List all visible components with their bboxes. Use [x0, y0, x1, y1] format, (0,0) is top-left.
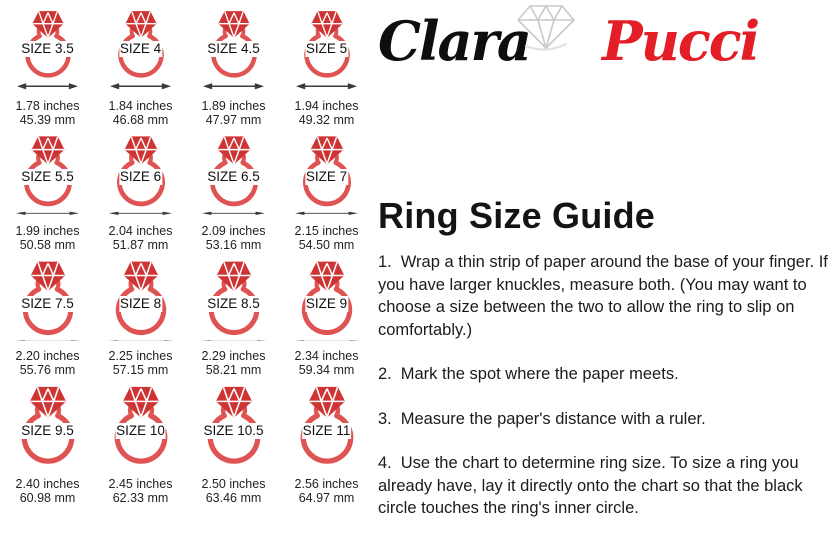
ring-illustration — [101, 132, 181, 210]
ring-size-cell — [280, 252, 373, 377]
ring-diameter-mm: 49.32 mm — [298, 113, 355, 127]
ring-diameter-inches: 2.15 inches — [294, 224, 359, 238]
ring-illustration — [285, 257, 369, 339]
diameter-arrow-icon — [202, 211, 265, 216]
ring-diameter-inches: 2.45 inches — [108, 477, 173, 492]
ring-size-cell — [187, 252, 280, 377]
ring-diameter-mm: 47.97 mm — [205, 113, 262, 127]
ring-illustration — [196, 7, 272, 81]
ring-diameter-inches: 1.78 inches — [15, 99, 80, 113]
ring-size-label: SIZE 10.5 — [203, 423, 264, 439]
diameter-arrow-icon — [17, 82, 78, 91]
ring-diameter-mm: 58.21 mm — [205, 363, 262, 377]
ring-size-label: SIZE 6 — [119, 168, 162, 184]
ring-size-cell — [187, 127, 280, 252]
diameter-arrow-icon — [16, 211, 79, 216]
diameter-arrow-icon — [201, 340, 267, 341]
instruction-step-2 — [378, 363, 830, 386]
ring-diameter-inches: 2.50 inches — [201, 477, 266, 492]
diameter-arrow-icon — [15, 340, 81, 341]
ring-diameter-mm: 51.87 mm — [112, 238, 169, 252]
ring-size-cell — [1, 2, 94, 127]
ring-diameter-inches: 1.89 inches — [201, 99, 266, 113]
step-number: 2. — [378, 365, 392, 383]
step-text: Wrap a thin strip of paper around the base of your finger. If you have larger knuckles, measure both. (You may want to choose a size between the two to allow the ring to slip on comfortably.) — [378, 253, 828, 339]
diameter-arrow-icon — [203, 82, 264, 91]
diameter-arrow-icon — [294, 340, 360, 341]
diameter-arrow-icon — [295, 211, 358, 216]
ring-diameter-inches: 2.09 inches — [201, 224, 266, 238]
ring-size-cell — [1, 127, 94, 252]
ring-diameter-mm: 59.34 mm — [298, 363, 355, 377]
instruction-step-3 — [378, 408, 830, 431]
ring-size-label: SIZE 6.5 — [207, 168, 260, 184]
diamond-outline-icon — [516, 4, 576, 54]
step-number: 1. — [378, 253, 392, 271]
ring-illustration — [4, 382, 92, 468]
ring-illustration — [8, 132, 88, 210]
instructions-list — [378, 251, 830, 542]
diameter-arrow-icon — [109, 211, 172, 216]
ring-illustration — [6, 257, 90, 339]
ring-diameter-inches: 2.25 inches — [108, 349, 173, 363]
ring-diameter-inches: 2.40 inches — [15, 477, 80, 492]
ring-size-label: SIZE 11 — [302, 423, 351, 439]
ring-illustration — [10, 7, 86, 81]
diameter-arrow-icon — [296, 82, 357, 91]
ring-diameter-inches: 1.94 inches — [294, 99, 359, 113]
ring-illustration — [194, 132, 274, 210]
ring-size-label: SIZE 9 — [305, 295, 348, 311]
ring-illustration — [287, 132, 367, 210]
ring-diameter-mm: 60.98 mm — [19, 491, 76, 506]
ring-size-label: SIZE 4.5 — [207, 41, 260, 57]
ring-diameter-inches: 1.84 inches — [108, 99, 173, 113]
ring-size-label: SIZE 5.5 — [21, 168, 74, 184]
ring-diameter-inches: 2.56 inches — [294, 477, 359, 492]
ring-illustration — [99, 257, 183, 339]
ring-size-cell — [1, 377, 94, 506]
ring-diameter-mm: 55.76 mm — [19, 363, 76, 377]
ring-size-cell — [187, 2, 280, 127]
ring-diameter-inches: 2.20 inches — [15, 349, 80, 363]
ring-size-cell — [280, 377, 373, 506]
ring-illustration — [192, 257, 276, 339]
ring-diameter-mm: 45.39 mm — [19, 113, 76, 127]
ring-diameter-inches: 2.29 inches — [201, 349, 266, 363]
instruction-step-1 — [378, 251, 830, 341]
ring-size-cell — [94, 377, 187, 506]
ring-size-label: SIZE 8 — [119, 295, 162, 311]
ring-size-label: SIZE 10 — [116, 423, 165, 439]
ring-diameter-inches: 1.99 inches — [15, 224, 80, 238]
ring-diameter-mm: 62.33 mm — [112, 491, 169, 506]
ring-diameter-mm: 64.97 mm — [298, 491, 355, 506]
ring-diameter-mm: 54.50 mm — [298, 238, 355, 252]
ring-diameter-mm: 46.68 mm — [112, 113, 169, 127]
ring-size-cell — [1, 252, 94, 377]
ring-size-label: SIZE 9.5 — [21, 423, 74, 439]
step-text: Mark the spot where the paper meets. — [400, 365, 679, 383]
ring-illustration — [97, 382, 185, 468]
step-text: Use the chart to determine ring size. To size a ring you already have, lay it directly onto the chart so that the black circle touches the ring's inner circle. — [378, 454, 803, 517]
step-number: 3. — [378, 409, 392, 428]
ring-size-chart — [1, 2, 373, 506]
step-text: Measure the paper's distance with a ruler. — [400, 409, 706, 428]
ring-size-cell — [94, 252, 187, 377]
ring-size-cell — [187, 377, 280, 506]
instruction-step-4 — [378, 452, 830, 520]
ring-size-label: SIZE 8.5 — [207, 295, 260, 311]
ring-illustration — [283, 382, 371, 468]
ring-size-label: SIZE 5 — [305, 41, 348, 57]
guide-panel — [378, 0, 833, 517]
ring-diameter-mm: 53.16 mm — [205, 238, 262, 252]
ring-diameter-mm: 57.15 mm — [112, 363, 169, 377]
ring-size-cell — [280, 2, 373, 127]
ring-diameter-mm: 63.46 mm — [205, 491, 262, 506]
ring-diameter-inches: 2.34 inches — [294, 349, 359, 363]
ring-size-label: SIZE 3.5 — [21, 41, 74, 57]
ring-size-cell — [94, 2, 187, 127]
step-number: 4. — [378, 454, 392, 472]
ring-size-label: SIZE 7 — [305, 168, 348, 184]
ring-size-label: SIZE 4 — [119, 41, 162, 57]
ring-illustration — [190, 382, 278, 468]
logo-word-clara: Clara — [378, 9, 530, 73]
clara-pucci-logo — [378, 0, 833, 110]
page-title: Ring Size Guide — [378, 195, 656, 236]
ring-illustration — [289, 7, 365, 81]
ring-diameter-mm: 50.58 mm — [19, 238, 76, 252]
diameter-arrow-icon — [108, 340, 174, 341]
ring-size-cell — [94, 127, 187, 252]
ring-diameter-inches: 2.04 inches — [108, 224, 173, 238]
ring-size-label: SIZE 7.5 — [21, 295, 74, 311]
ring-illustration — [103, 7, 179, 81]
logo-word-pucci: Pucci — [602, 9, 759, 73]
ring-size-cell — [280, 127, 373, 252]
diameter-arrow-icon — [110, 82, 171, 91]
